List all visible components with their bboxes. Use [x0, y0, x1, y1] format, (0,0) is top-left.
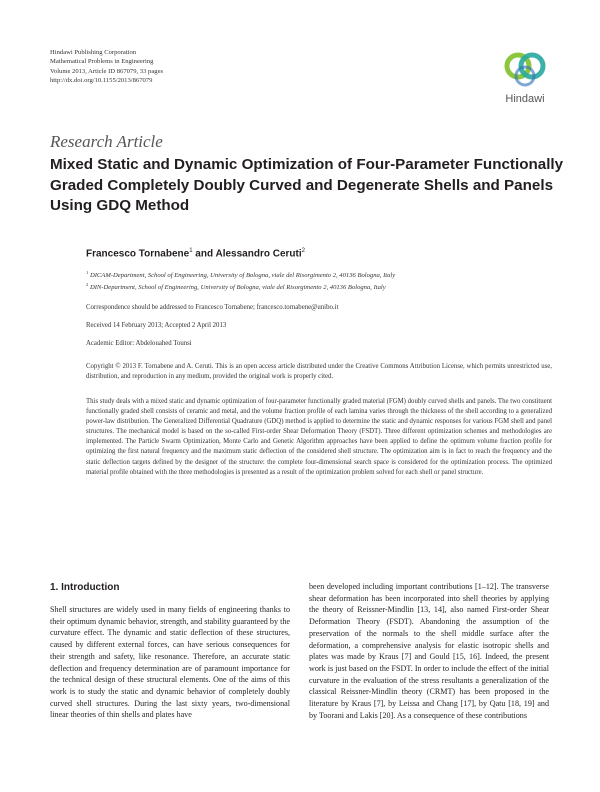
abstract: This study deals with a mixed static and dynamic optimization of four-parameter functionally graded material (FGM) doubly curved shells and panels. The two constituent functionally graded shell consists of ceramic and metal, and the volume fraction profile of each lamina varies through the thickness of the shell according to a generalized power-law distribution. The Generalized Differential Quadrature (GDQ) method is applied to determine the static and dynamic responses for various FGM shell and panel structures. The mechanical model is based on the so-called First-order Shear Deformation Theory (FSDT). Three different optimization schemes and methodologies are implemented. The Particle Swarm Optimization, Monte Carlo and Genetic Algorithm approaches have been applied to define the optimum volume fraction profile for optimizing the first natural frequency and the maximum static deflection of the considered shell structure. The optimization aim is in fact to reach the frequency and the static deflection targets defined by the designer of the structure: the complete four-dimensional search space is considered for the optimization process. The optimized material profile obtained with the three methodologies is presented as a result of the optimization problem solved for each shell or panel structure. — [86, 398, 552, 476]
journal-name: Mathematical Problems in Engineering — [50, 58, 154, 66]
academic-editor: Academic Editor: Abdelouahed Tounsi — [86, 340, 192, 347]
body-column-right: been developed including important contributions [1–12]. The transverse shear deformation has been incorporated into shell theories by applying the theory of Reissner-Mindlin [13, 14], also named First-order Shear Deformation Theory (FSDT). Abandoning the assumption of the preservation of the normals to the shell middle surface after the deformation, a comprehensive analysis for elastic isotropic shells and plates was made by Kraus [7] and Gould [15, 16]. Indeed, the present work is just based on the FSDT. In order to include the effect of the initial curvature in the evaluation of the stress resultants a generalization of the classical Reissner-Mindlin theory (CRMT) has been proposed in the literature by Kraus [7], by Leissa and Chang [17], by Qatu [18, 19] and by Toorani and Lakis [20]. As a consequence of these contributions — [309, 582, 549, 720]
affiliation-text: DICAM-Department, School of Engineering, University of Bologna, viale del Risorgimento 2, 40136 Bologna, Italy — [89, 272, 396, 280]
author-name: Alessandro Ceruti — [215, 248, 302, 260]
doi-link[interactable]: http://dx.doi.org/10.1155/2013/867079 — [50, 77, 153, 85]
section-heading: 1. Introduction — [50, 582, 120, 593]
affiliation-marker: 1 — [189, 248, 193, 254]
logo-text: Hindawi — [505, 93, 545, 105]
affiliation-marker: 2 — [301, 248, 305, 254]
affiliation — [86, 282, 566, 291]
affiliation — [86, 270, 566, 279]
received-accepted-dates: Received 14 February 2013; Accepted 2 April 2013 — [86, 322, 227, 329]
publisher-name: Hindawi Publishing Corporation — [50, 49, 137, 56]
author-line — [86, 248, 305, 259]
paper-title: Mixed Static and Dynamic Optimization of Four-Parameter Functionally Graded Completely Doubly Curved and Degenerate Shells and Panels Using GDQ Method — [50, 156, 564, 214]
article-type: Research Article — [50, 132, 163, 151]
correspondence: Correspondence should be addressed to Francesco Tornabene; francesco.tornabene@unibo.it — [86, 304, 339, 311]
affiliation-text: DIN-Department, School of Engineering, University of Bologna, viale del Risorgimento 2, 40136 Bologna, Italy — [89, 284, 386, 292]
author-conjunction: and — [192, 248, 216, 260]
body-column-left: Shell structures are widely used in many fields of engineering thanks to their optimum dynamic behavior, strength, and stability guaranteed by the curvature effect. The dynamic and static deflection of these structures, caused by different external forces, can have serious consequences for their strength and safety, like resonance. Therefore, an accurate static deflection and frequency determination are of paramount importance for the technical design of these structural elements. One of the aims of this work is to study the static and dynamic behavior of completely doubly curved shell structures. During the last sixty years, two-dimensional linear theories of thin shells and plates have — [50, 605, 290, 720]
journal-header — [50, 48, 350, 86]
author-name: Francesco Tornabene — [86, 248, 190, 260]
affiliation-marker: 1 — [86, 270, 89, 275]
affiliation-marker: 2 — [86, 282, 89, 287]
copyright-notice: Copyright © 2013 F. Tornabene and A. Ceruti. This is an open access article distributed under the Creative Commons Attribution License, which permits unrestricted use, distribution, and reproduction in any medium, provided the original work is properly cited. — [86, 363, 552, 380]
volume-info: Volume 2013, Article ID 867079, 33 pages — [50, 67, 164, 75]
